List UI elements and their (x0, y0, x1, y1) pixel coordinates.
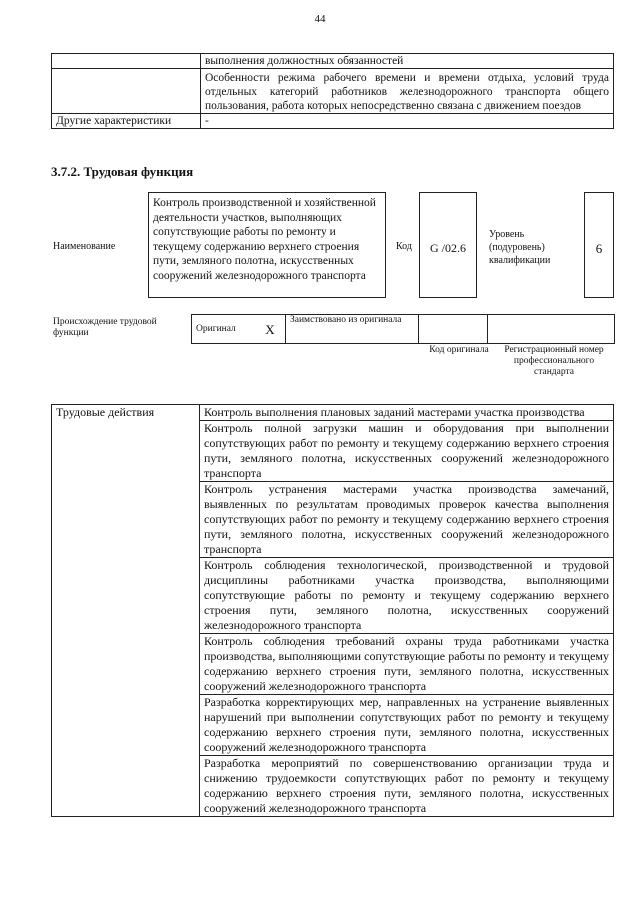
other-characteristics-label: Другие характеристики (52, 114, 201, 129)
action-item: Разработка мероприятий по совершенствованию организации труда и снижению трудоемкости сопутствующих работ по ремонту и текущему содержанию верхнего строения пути, земляного полотна, искусственных сооружений железнодорожного транспорта (200, 756, 614, 817)
action-item: Контроль выполнения плановых заданий мастерами участка производства (200, 405, 614, 421)
origin-label: Происхождение трудовой функции (53, 317, 157, 338)
action-item: Контроль полной загрузки машин и оборудования при выполнении сопутствующих работ по ремонту и текущему содержанию верхнего строения пути, земляного полотна, искусственных сооружений железнодорожного транспорта (200, 421, 614, 482)
original-label: Оригинал (192, 315, 256, 344)
reg-number-cell (488, 315, 615, 344)
borrowed-label: Заимствовано из оригинала (286, 315, 419, 344)
reg-number-caption: Регистрационный номер профессионального стандарта (504, 345, 604, 377)
original-mark: X (255, 315, 286, 344)
characteristics-row-2: Особенности режима рабочего времени и времени отдыха, условий труда отдельных категорий работников железнодорожного транспорта общего пользования, работа которых непосредственно связана с движением поездов (201, 69, 614, 114)
code-label: Код (396, 241, 412, 252)
name-label: Наименование (53, 241, 116, 252)
code-original-caption: Код оригинала (429, 345, 489, 355)
empty-cell (52, 54, 201, 69)
action-item: Контроль соблюдения требований охраны труда работниками участка производства, выполняющими сопутствующие работы по ремонту и текущему содержанию верхнего строения пути, земляного полотна, искусственных сооружений железнодорожного транспорта (200, 634, 614, 695)
characteristics-row-1: выполнения должностных обязанностей (201, 54, 614, 69)
labor-actions-label: Трудовые действия (52, 405, 200, 817)
action-item: Контроль устранения мастерами участка производства замечаний, выявленных по результатам проводимых проверок качества выполнения сопутствующих работ по ремонту и текущему содержанию верхнего строения пути, земляного полотна, искусственных сооружений железнодорожного транспорта (200, 482, 614, 558)
characteristics-table (51, 53, 614, 129)
origin-table (191, 314, 615, 344)
level-value-box: 6 (584, 192, 614, 298)
code-original-cell (419, 315, 488, 344)
level-label: Уровень (подуровень) квалификации (489, 229, 551, 266)
function-code-box: G /02.6 (419, 192, 477, 298)
function-name-box: Контроль производственной и хозяйственной деятельности участков, выполняющих сопутствующие работы по ремонту и текущему содержанию верхнего строения пути, земляного полотна, искусственных сооружений железнодорожного транспорта (148, 192, 386, 298)
section-title: 3.7.2. Трудовая функция (51, 164, 194, 179)
empty-cell (52, 69, 201, 114)
action-item: Разработка корректирующих мер, направленных на устранение выявленных нарушений при выполнении сопутствующих работ по ремонту и текущему содержанию верхнего строения пути, земляного полотна, искусственных сооружений железнодорожного транспорта (200, 695, 614, 756)
labor-actions-table (51, 404, 614, 817)
action-item: Контроль соблюдения технологической, производственной и трудовой дисциплины работниками участка производства, выполняющими сопутствующие работы по ремонту и текущему содержанию верхнего строения пути, земляного полотна, искусственных сооружений железнодорожного транспорта (200, 558, 614, 634)
page-number: 44 (314, 13, 326, 25)
other-characteristics-value: - (201, 114, 614, 129)
